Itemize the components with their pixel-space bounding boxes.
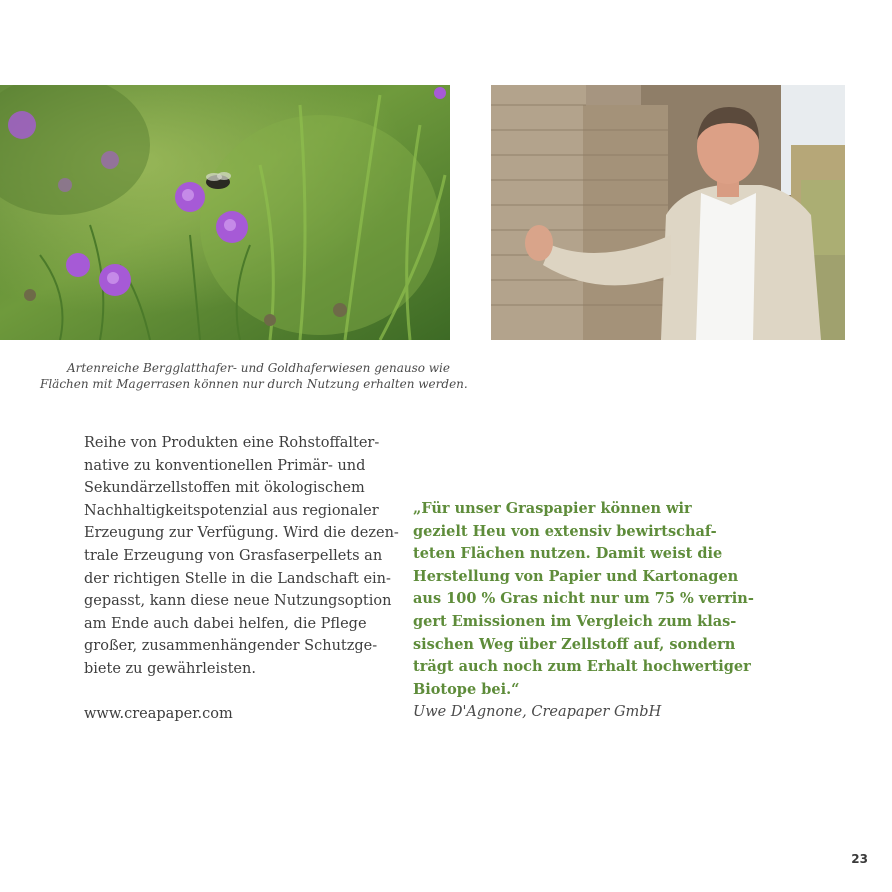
meadow-flowers-photo bbox=[0, 85, 450, 340]
quote-line: Herstellung von Papier und Kartonagen bbox=[413, 567, 739, 585]
quote-line: teten Flächen nutzen. Damit weist die bbox=[413, 545, 723, 563]
body-line: Nachhaltigkeitspotenzial aus regionaler bbox=[84, 502, 379, 519]
pull-quote bbox=[413, 498, 754, 701]
body-line: Sekundärzellstoffen mit ökologischem bbox=[84, 480, 365, 497]
body-paragraph bbox=[84, 432, 399, 726]
body-line: biete zu gewährleisten. bbox=[84, 660, 256, 677]
body-line: Erzeugung zur Verfügung. Wird die dezen- bbox=[84, 525, 399, 542]
body-line: großer, zusammenhängender Schutzge- bbox=[84, 638, 378, 655]
quote-line: gert Emissionen im Vergleich zum klas- bbox=[413, 612, 737, 630]
body-line: trale Erzeugung von Grasfaserpellets an bbox=[84, 547, 383, 564]
portrait-photo bbox=[491, 85, 845, 340]
quote-attribution: Uwe D'Agnone, Creapaper GmbH bbox=[413, 704, 662, 720]
quote-line: Biotope bei.“ bbox=[413, 680, 520, 698]
caption-line: Artenreiche Bergglatthafer- und Goldhaferwiesen genauso wie bbox=[66, 361, 450, 375]
body-line: native zu konventionellen Primär- und bbox=[84, 457, 366, 474]
caption-line: Flächen mit Magerrasen können nur durch Nutzung erhalten werden. bbox=[40, 377, 468, 391]
quote-line: sischen Weg über Zellstoff auf, sondern bbox=[413, 635, 736, 653]
quote-line: gezielt Heu von extensiv bewirtschaf- bbox=[413, 522, 717, 540]
body-line: Reihe von Produkten eine Rohstoffalter- bbox=[84, 435, 380, 451]
website-url: www.creapaper.com bbox=[84, 706, 233, 723]
body-line: am Ende auch dabei helfen, die Pflege bbox=[84, 615, 367, 632]
photo-caption bbox=[40, 360, 468, 392]
body-line: der richtigen Stelle in die Landschaft ein- bbox=[84, 570, 391, 587]
quote-line: trägt auch noch zum Erhalt hochwertiger bbox=[413, 658, 751, 676]
quote-line: aus 100 % Gras nicht nur um 75 % verrin- bbox=[413, 590, 754, 608]
body-line: gepasst, kann diese neue Nutzungsoption bbox=[84, 593, 392, 610]
quote-line: „Für unser Graspapier können wir bbox=[413, 500, 692, 517]
page-number: 23 bbox=[851, 852, 868, 866]
